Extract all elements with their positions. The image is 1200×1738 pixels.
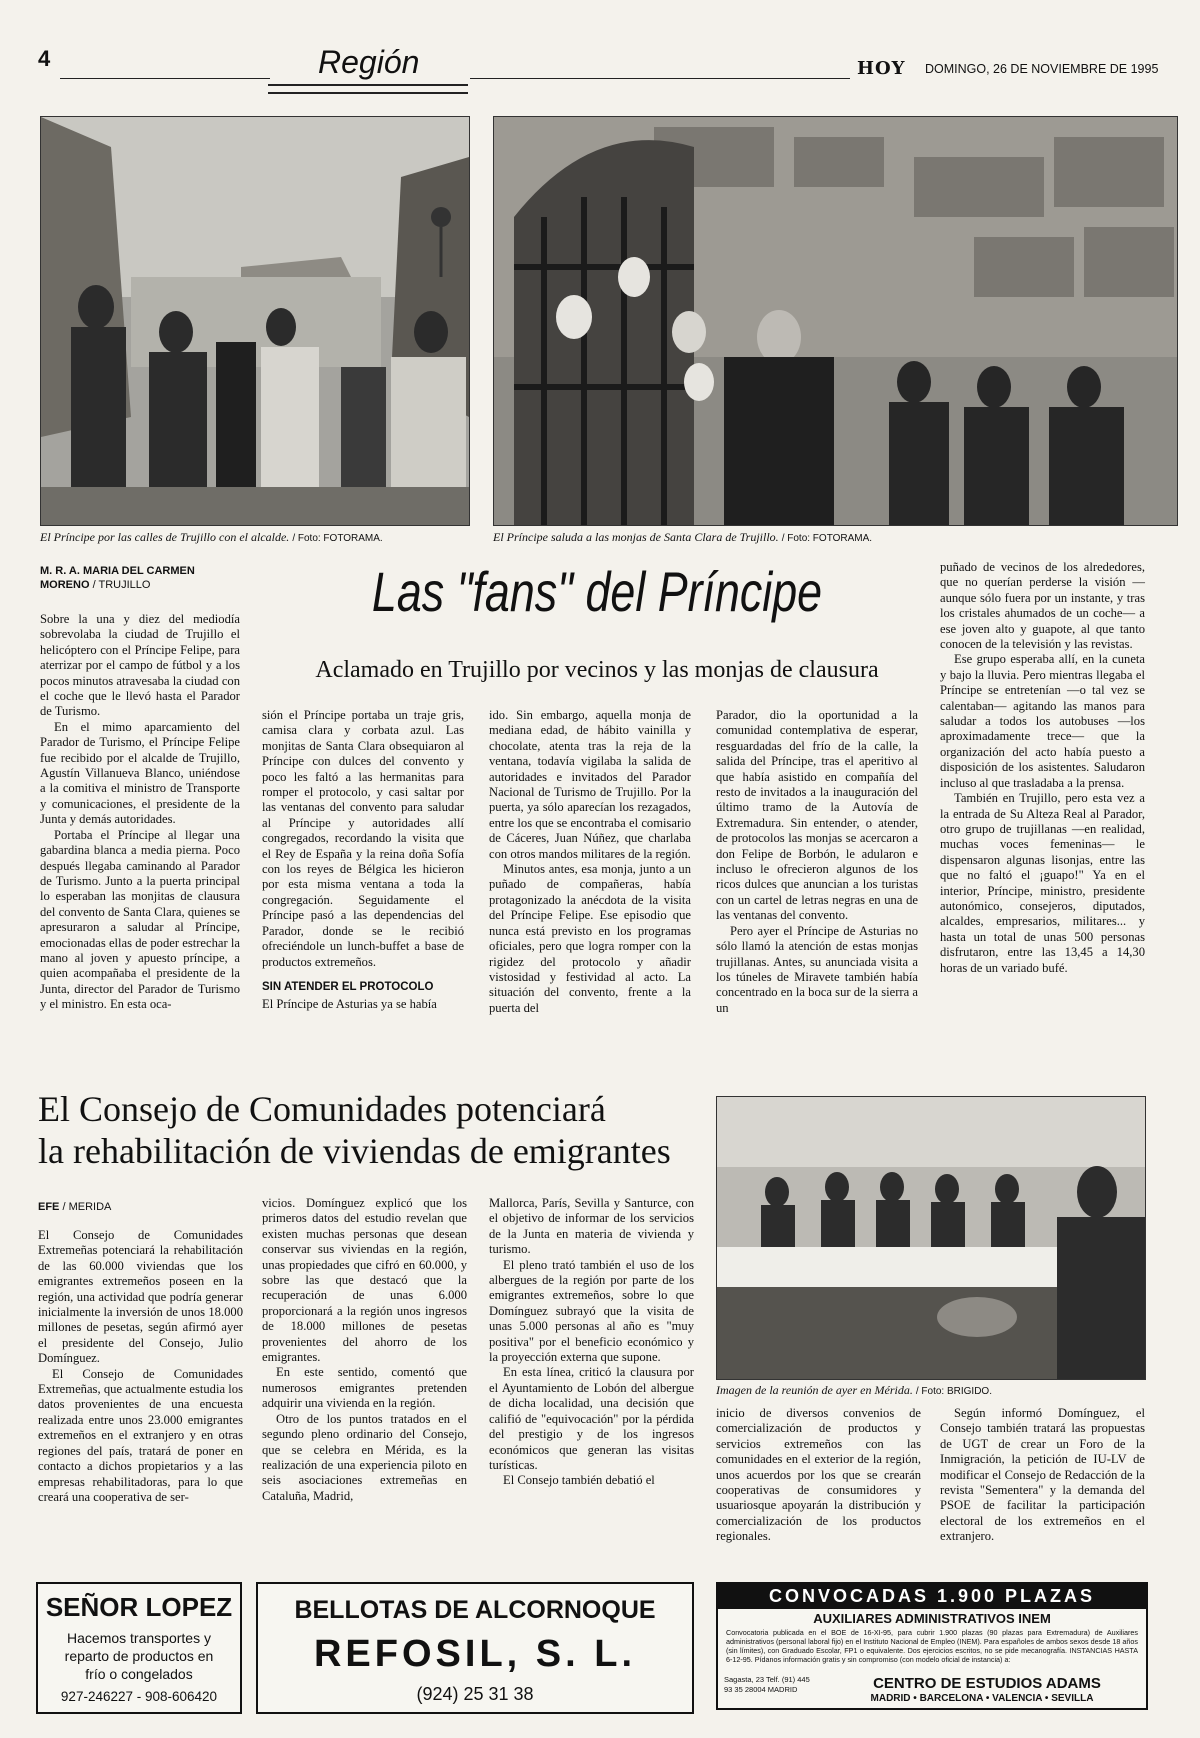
article2-col4-para: inicio de diversos convenios de comercialización de productos y servicios extremeños con las comunidades en el exterior de la región, unos acuerdos por los que se crearán cooperativas de consumidores y usuariosque apoyarán la distribución y comercialización de los productos regionales. bbox=[716, 1406, 921, 1544]
article1-col5-para: Ese grupo esperaba allí, en la cuneta y bajo la lluvia. Pero mientras llegaba el Príncipe se entretenían —o tal vez se calentaban— agitando las manos para saludar a todos los autobuses —los aproximadamente trece— que la organización del acto había puesto a disposición de los asistentes. Saludaron incluso al que trasladaba a la prensa. bbox=[940, 652, 1145, 790]
meeting-caption-credit: / Foto: BRIGIDO. bbox=[915, 1386, 992, 1397]
article2-col3-para: El pleno trató también el uso de los albergues de la región por parte de los emigrantes extremeños, sobre lo que Domínguez subrayó que la visita de unas 5.000 personas al año es "muy positiva" por el beneficio económico y la proyección externa que supone. bbox=[489, 1257, 694, 1365]
article2-column-4 bbox=[716, 1406, 921, 1545]
nuns-illustration bbox=[494, 117, 1177, 525]
senor-lopez-body: Hacemos transportes y reparto de productos en frío o congelados bbox=[64, 1630, 214, 1682]
article2-col2-para: Otro de los puntos tratados en el segundo pleno ordinario del Consejo, que se celebra en Mérida, es la realización de una experiencia piloto en seis asociaciones extremeñas en Cataluña, Madrid, bbox=[262, 1411, 467, 1503]
article2-headline bbox=[38, 1088, 718, 1172]
article2-column-3 bbox=[489, 1196, 694, 1489]
refosil-line1: BELLOTAS DE ALCORNOQUE bbox=[294, 1596, 656, 1624]
section-title: Región bbox=[318, 44, 420, 80]
refosil-line2: REFOSIL, S. L. bbox=[313, 1633, 637, 1675]
article1-author: M. R. A. MARIA DEL CARMEN MORENO bbox=[40, 565, 195, 591]
section-underline bbox=[268, 84, 468, 94]
article2-headline-line1: El Consejo de Comunidades potenciará bbox=[38, 1089, 606, 1129]
article2-column-2 bbox=[262, 1196, 467, 1504]
adams-subtitle: AUXILIARES ADMINISTRATIVOS INEM bbox=[813, 1611, 1051, 1626]
header-date: DOMINGO, 26 DE NOVIEMBRE DE 1995 bbox=[925, 62, 1159, 76]
refosil-ad bbox=[256, 1582, 694, 1714]
article1-col3-para: Minutos antes, esa monja, junto a un puñado de compañeras, había protagonizado la anécdota de la visita del Príncipe Felipe. Ese episodio que nunca está previsto en los programas oficiales, pero que logra romper con la rigidez del protocolo y añadir vistosidad y festividad al acto. La situación del convento, frente a la puerta del bbox=[489, 862, 691, 1015]
page-number: 4 bbox=[38, 46, 51, 71]
article1-col4-para: Pero ayer el Príncipe de Asturias no sólo llamó la atención de estas monjas trujillanas. Antes, su anunciada visita a los túneles de Miravete también había concentrado en la boca sur de la sierra a un bbox=[716, 923, 918, 1015]
left-caption-text: El Príncipe por las calles de Trujillo con el alcalde. bbox=[40, 530, 290, 544]
article1-column-5 bbox=[940, 560, 1145, 976]
article2-col1-para: El Consejo de Comunidades Extremeñas, que actualmente estudia los datos provenientes de una encuesta realizada entre unos 23.000 emigrantes extremeños en el extranjero y en otras regiones del país, tratará de poner en contacto a dichos propietarios y a las empresas rehabilitadoras, para lo que creará una cooperativa de ser- bbox=[38, 1366, 243, 1504]
meeting-caption-text: Imagen de la reunión de ayer en Mérida. bbox=[716, 1383, 913, 1397]
right-caption-text: El Príncipe saluda a las monjas de Santa Clara de Trujillo. bbox=[493, 530, 779, 544]
article2-col5-para: Según informó Domínguez, el Consejo también tratará las propuestas de UGT de crear un Foro de la Inmigración, la petición de IU-LV de modificar el Consejo de Redacción de la revista "Sementera" y la demanda del PSOE de facilitar la participación electoral de los extremeños en el extranjero. bbox=[940, 1406, 1145, 1544]
article1-subheadline: Aclamado en Trujillo por vecinos y las monjas de clausura bbox=[315, 657, 879, 683]
adams-footer bbox=[724, 1675, 1140, 1705]
article1-byline bbox=[40, 564, 230, 592]
article2-location: / MERIDA bbox=[62, 1201, 112, 1213]
article2-col3-para: En esta línea, criticó la clausura por el Ayuntamiento de Lobón del albergue de dicha localidad, una decisión que califió de "equivocación" por la pérdida del prestigio y de los ingresos económicos que generan las visitas turísticas. bbox=[489, 1365, 694, 1472]
adams-banner: CONVOCADAS 1.900 PLAZAS bbox=[718, 1584, 1146, 1609]
article1-column-4 bbox=[716, 708, 918, 1016]
article2-col2-para: En este sentido, comentó que numerosos emigrantes pretenden adquirir una vivienda en la región. bbox=[262, 1365, 467, 1411]
article1-col1-para: En el mimo aparcamiento del Parador de Turismo, el Príncipe Felipe fue recibido por el alcalde de Trujillo, Agustín Villanueva Blanco, uniéndose a la comitiva el ministro de Transporte y comunicaciones, el presidente de la Junta y demás autoridades. bbox=[40, 719, 240, 827]
article2-col3-para: Mallorca, París, Sevilla y Santurce, con el objetivo de informar de los servicios de la Junta en materia de vivienda y turismo. bbox=[489, 1196, 694, 1257]
article2-byline bbox=[38, 1200, 111, 1214]
article1-col4-para: Parador, dio la oportunidad a la comunidad contemplativa de esperar, resguardadas del frío de la calle, la salida del Príncipe, tras el aperitivo al que había asistido en compañía del resto de invitados a la inauguración del último tramo de la Autovía de Extremadura. Sin entender, o atender, de protocolos las monjas se acercaron a don Felipe de Borbón, le adularon e incluso le ofrecieron algunos de los ricos dulces que anuncian a los turistas con un cartel de letras negras en una de las ventanas del convento. bbox=[716, 708, 918, 923]
article1-col1-para: Sobre la una y diez del mediodía sobrevolaba la ciudad de Trujillo el helicóptero con el Príncipe Felipe, para aterrizar por el campo de fútbol y a los pocos minutos atravesaba la ciudad con el coche que le llevó hasta el Parador de Turismo. bbox=[40, 612, 240, 719]
meeting-photo bbox=[716, 1096, 1146, 1380]
adams-body: Convocatoria publicada en el BOE de 16-XI-95, para cubrir 1.900 plazas (90 plazas para Extremadura) de Auxiliares administrativos (personal laboral fijo) en el Instituto Nacional de Empleo (INEM). Para españoles de ambos sexos desde 18 años (sin límites), con Graduado Escolar, FP1 o equivalente. Dos ejercicios escritos, no se pide mecanografía. INSTANCIAS HASTA 6-12-95. Pídanos información gratis y sin compromiso (con modelo oficial de instancia) a: bbox=[726, 1628, 1138, 1664]
senor-lopez-title: SEÑOR LOPEZ bbox=[45, 1592, 233, 1622]
left-caption-credit: / Foto: FOTORAMA. bbox=[292, 533, 383, 544]
adams-ad bbox=[716, 1582, 1148, 1710]
prince-street-illustration bbox=[41, 117, 469, 525]
article1-col2-after: El Príncipe de Asturias ya se había bbox=[262, 997, 437, 1012]
article2-col3-para: El Consejo también debatió el bbox=[503, 1473, 655, 1488]
header-rule-right bbox=[470, 78, 850, 79]
refosil-phone: (924) 25 31 38 bbox=[416, 1684, 534, 1704]
article2-headline-line2: la rehabilitación de viviendas de emigrantes bbox=[38, 1131, 671, 1171]
newspaper-name: HOY bbox=[857, 58, 906, 79]
article1-col5-para: También en Trujillo, pero esta vez a la entrada de Su Alteza Real al Parador, otro grupo de trujillanas —en realidad, muchas voces femeninas— le dispensaron algunas lisonjas, entre las que no faltó el ¡guapo!" Ya en el interior, Príncipe, ministro, presidente autonómico, consejeros, diputados, alcaldes, empresarios, militares... y hasta un total de unas 500 personas disfrutaron, entre las 13,45 a 14,30 horas de un variado bufé. bbox=[940, 791, 1145, 975]
article1-col1-para: Portaba el Príncipe al llegar una gabardina blanca a media pierna. Poco después llegaba caminando al Parador de Turismo. Junto a la puerta principal lo esperaban las monjitas de clausura del convento de Santa Clara, quienes se apresuraron a saludar al Príncipe, emocionadas ellas de poder estrechar la mano al joven y apuesto príncipe, a quien acompañaba el presidente de la Junta, director del Parador de Turismo y el ministro. En esta oca- bbox=[40, 827, 240, 1012]
article1-subhead: SIN ATENDER EL PROTOCOLO bbox=[262, 980, 434, 993]
article1-headline: Las "fans" del Príncipe bbox=[371, 560, 823, 623]
article2-author: EFE bbox=[38, 1201, 60, 1213]
adams-school: CENTRO DE ESTUDIOS ADAMS bbox=[873, 1675, 1101, 1692]
article2-column-5 bbox=[940, 1406, 1145, 1545]
article1-column-3 bbox=[489, 708, 691, 1016]
article1-column-1 bbox=[40, 612, 240, 1013]
nuns-photo bbox=[493, 116, 1178, 526]
article1-location: / TRUJILLO bbox=[92, 579, 151, 591]
adams-address: Sagasta, 23 Telf. (91) 445 93 35 28004 MADRID bbox=[724, 1675, 810, 1694]
meeting-illustration bbox=[717, 1097, 1145, 1379]
article1-column-2 bbox=[262, 708, 464, 1013]
article1-col2-para: sión el Príncipe portaba un traje gris, camisa clara y corbata azul. Las monjitas de Santa Clara obsequiaron al Príncipe con dulces del convento y poco les faltó a las hermanitas para romper el protocolo, y casi saltar por las ventanas del convento para saludar al Príncipe y autoridades allí congregados, recordando la visita que el Rey de España y la reina doña Sofía con los reyes de Bélgica les hicieron por esta misma ventana a toda la congregación. Seguidamente el Príncipe pasó a las dependencias del Parador, donde se le recibió ofreciéndole un lunch-buffet a base de productos extremeños. bbox=[262, 708, 464, 969]
prince-street-photo bbox=[40, 116, 470, 526]
header-rule-left bbox=[60, 78, 270, 79]
article1-col3-para: ido. Sin embargo, aquella monja de mediana edad, de hábito vainilla y chocolate, atenta tras la reja de la ventana, todavía vigilaba la salida de autoridades e invitados del Parador Nacional de Turismo de Trujillo. Por la puerta, ya sólo aparecían los rezagados, entre los que se encontraba el comisario de Cáceres, Juan Núñez, que charlaba con otros mandos militares de la región. bbox=[489, 708, 691, 861]
article2-column-1 bbox=[38, 1228, 243, 1505]
article2-col2-para: vicios. Domínguez explicó que los primeros datos del estudio revelan que existen muchas personas que desean conservar sus viviendas en la región, unas propiedades que cifró en 60.000, y sobre las que destacó que la recuperación de unas 6.000 proporcionará a la región unos ingresos de 18.000 millones de pesetas provenientes del ahorro de los emigrantes. bbox=[262, 1196, 467, 1365]
meeting-photo-caption bbox=[716, 1383, 992, 1398]
senor-lopez-ad bbox=[36, 1582, 242, 1714]
article2-col1-para: El Consejo de Comunidades Extremeñas potenciará la rehabilitación de las 60.000 viviendas que los emigrantes extremeños poseen en la región, una actividad que podría generar inicialmente la inversión de unos 18.000 millones de pesetas, según afirmó ayer el presidente del Consejo, Julio Domínguez. bbox=[38, 1228, 243, 1366]
right-caption-credit: / Foto: FOTORAMA. bbox=[781, 533, 873, 544]
senor-lopez-phones: 927-246227 - 908-606420 bbox=[60, 1689, 218, 1704]
right-photo-caption bbox=[493, 530, 872, 545]
adams-cities: MADRID • BARCELONA • VALENCIA • SEVILLA bbox=[870, 1693, 1094, 1704]
article1-col5-para: puñado de vecinos de los alrededores, que no querían perderse la visión —aunque sólo fuera por un instante, y tras los cristales ahumados de un coche— a ese joven alto y guapote, al que tanto conocen de la televisión y las revistas. bbox=[940, 560, 1145, 652]
left-photo-caption bbox=[40, 530, 383, 545]
